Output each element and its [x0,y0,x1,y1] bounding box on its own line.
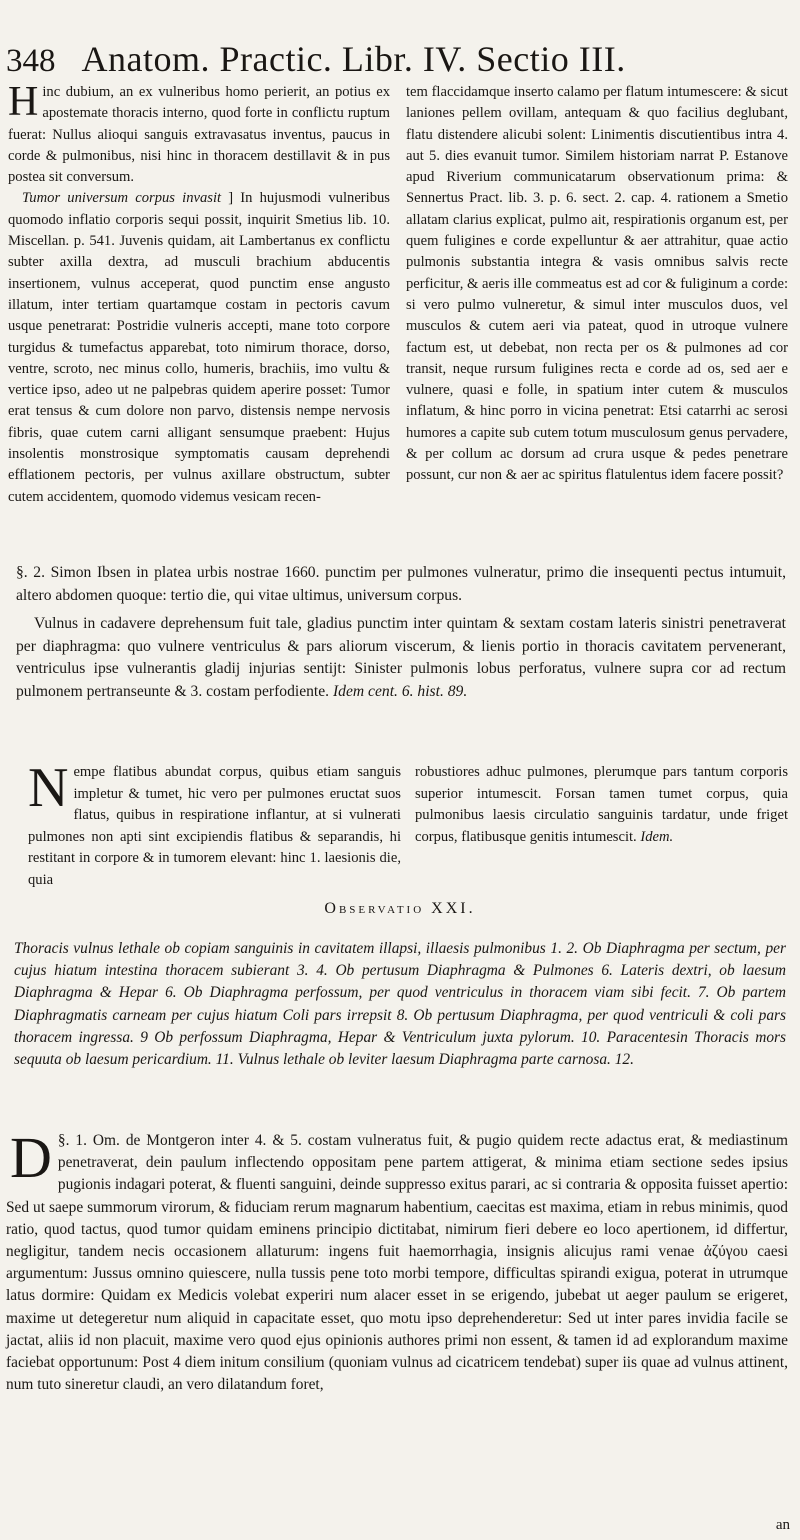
left-column [8,79,390,508]
middle-right-text: robustiores adhuc pulmones, plerumque pars tantum corporis superior intumescit. Forsan tamen tumet corpus, quia pulmonibus laesis circulatio sanguinis tardatur, unde friget corpus, flatibusque genitis intumescit. [415,764,788,845]
middle-right-reference: Idem. [640,828,674,845]
middle-left-column [28,757,401,891]
middle-two-columns [28,757,788,891]
middle-right-column [415,762,788,891]
middle-left-text: empe flatibus abundat corpus, quibus etiam sanguis impletur & tumet, hic vero per pulmones eructat suos flatus, quibus in respiratione inflantur, at si vulnerati pulmones non apti sint excipiendis flatibus & separandis, hi restitant in corpore & in tumorem elevant: hinc 1. laesionis die, quia [28,764,401,888]
drop-cap-d: D [10,1125,52,1190]
right-column [406,82,788,508]
left-paragraph-2: ] In hujusmodi vulneribus quomodo inflatio corporis sequi possit, inquirit Smetius lib. 10. Miscellan. p. 541. Juvenis quidam, ait Lambertanus ex conflictu subter axilla dextra, ad musculi brachium abducentis insertionem, vulnus acceperat, quod punctim ense angusto illatum, inter tertiam quartamque costam in pectoris cavum usque penetrarat: Postridie vulneris accepti, mane toto corpore turgidus & tumefactus apparebat, toto nimirum thorace, dorso, ventre, scroto, nec minus collo, humeris, brachiis, imo vultu & vertice ipso, adeo ut ne palpebras quidem aperire posset: Tumor erat tensus & cum dolore non parvo, distensis nempe nervosis fibris, quae cutem carni alligant sensumque praebent: Hujus insolentis monstrosique symptomatis causam deprehendi efflationem pectoris, per vulnus axillare obstructum, subter cutem accidentem, quomodo videmus vesicam recen- [8,190,390,505]
section-1-label: §. 1. [57,1132,87,1149]
lemma: Tumor universum corpus invasit [22,190,222,207]
observation-title: Observatio XXI. [324,900,476,917]
section-2 [16,562,786,704]
running-head [6,38,796,80]
top-two-columns [8,79,788,508]
right-paragraph-1: tem flaccidamque inserto calamo per flatum intumescere: & sicut laniones pellem ovillam, antequam & quo facilius deglubant, flatu distendere alicubi solent: Linimentis discutientibus intra 4. aut 5. dies evanuit tumor. Similem historiam narrat P. Estanove apud Riverium communicatarum observationum prima: & Sennertus Pract. lib. 3. p. 6. sect. 2. cap. 4. rationem a Smetio allatam clarius explicat, pulmo ait, respirationis organum est, per quem fuligines e corde expelluntur & aer attrahitur, quae actio pulmonis substantia integra & vasis omnibus salvis recte perficitur, & aeris ille commeatus est ad cor & fuliginum a corde: si vero pulmo vulneretur, & simul inter musculos duos, vel musculos & cutem aeri via pateat, quod in utroque vulnere factum est, ut debebat, non recta per os & pulmones ad cor transit, neque rursum fuligines recta e corde ad os, sed aer e vulnere, quasi e folle, in spatium inter cutem & musculos inflatum, & hinc porro in vicina penetrat: Etsi catarrhi ac serosi humores a capite sub cutem totum musculosum genus pervadere, & per collum ac dorsum ad crura usque & pedes penetrare possunt, cur non & aer ac spiritus flatulentus idem facere possit? [406,84,788,484]
catchword: an [775,1517,790,1533]
section-1-text: Om. de Montgeron inter 4. & 5. costam vulneratus fuit, & pugio quidem recte adactus erat, & mediastinum penetraverat, dein paulum inflectendo oppositam pene partem attigerat, & minima etiam sectione sedes ipsius pugionis indagari poterat, & fluenti sanguini, deinde suppresso exitus parari, ac si contraria & opposita fuisset apertio: Sed ut saepe summorum virorum, & fiduciam rerum magnarum habentium, caecitas est maxima, etiam in rebus minimis, quod ratio, quod tactus, quod tumor quidam eminens principio dictitabat, nimirum fieri debere eo loco apertionem, id differtur, negligitur, tandem necis occasionem allaturum: ingens fuit haemorrhagia, insignis alicujus rami venae ἀζύγου caesi argumentum: Jussus omnino quiescere, nulla tussis pene toto morbi tempore, difficultas spirandi exigua, poterat in utrumque latus dormire: Quidam ex Medicis volebat experiri num alacer esset in se erigendo, jubebat ut aeger paulum se erigeret, maxime ut detegeretur num aliquid in capacitate esset, quo motu ipso deprehenderetur: Sed ut inter pares invidia facile se jactat, aliis id non placuit, maxime vero quod ejus opinionis authores primi non essent, & tamen id ad explorandum maxime faciebat opportunum: Post 4 diem initum consilium (quoniam vulnus ad cicatricem tendebat) super iis quae ad vulnus attinent, num tuto sineretur claudi, an vero dilatandum foret, [6,1132,788,1394]
section-2-intro: §. 2. Simon Ibsen in platea urbis nostrae 1660. punctim per pulmones vulneratur, primo die insequenti pectus intumuit, altero abdomen quoque: tertio die, qui vitae ultimus, universum corpus. [16,564,786,604]
running-title: Anatom. Practic. Libr. IV. Sectio III. [81,39,626,79]
left-paragraph-1: inc dubium, an ex vulneribus homo perierit, an potius ex apostemate thoracis interno, quod forte in conflictu ruptum fuerat: Nullus alioqui sanguis extravasatus inventus, paucus in corde & pulmonibus, nisi hinc in thoracem destillavit & in pus postea sit conversum. [8,84,390,186]
section-2-autopsy [16,613,786,703]
drop-cap-h: H [8,79,39,125]
drop-cap-n: N [28,757,69,819]
section-1 [6,1125,788,1396]
page-number: 348 [6,43,56,79]
observation-summary: Thoracis vulnus lethale ob copiam sanguinis in cavitatem illapsi, illaesis pulmonibus 1. 2. Ob Diaphragma per sectum, per cujus hiatum intestina thoracem subierant 3. 4. Ob pertusum Diaphragma & Pulmones 6. Lateris dextri, ob laesum Diaphragma & Hepar 6. Ob Diaphragma perfossum, per quod ventriculus in thoracem viam sibi fecit. 7. Ob partem Diaphragmatis carneam per cujus hiatum Coli pars irrepsit 8. Ob pertusum Diaphragma, per quod ventriculi & coli pars thoracem ingressa. 9 Ob perfossum Diaphragma, Hepar & Ventriculum juxta pylorum. 10. Paracentesin Thoracis mors sequuta ob laesum pericardium. 11. Vulnus lethale ob leviter laesum Diaphragma parte carnosa. 12. [14,940,786,1069]
autopsy-reference: Idem cent. 6. hist. 89. [332,682,468,700]
autopsy-text: Vulnus in cadavere deprehensum fuit tale, gladius punctim inter quintam & sextam costam lateris sinistri penetraverat per diaphragma: quo vulnere ventriculus & pars aliorum viscerum, & lienis portio in thoracis cavitatem pervenerant, ventriculus ipse vulnerantis gladij injurias sentijt: Sinister pulmonis lobus perforatus, vulnere supra cor ad rectum pulmonem pertranseunte & 3. costam perfodiente. [16,615,786,700]
